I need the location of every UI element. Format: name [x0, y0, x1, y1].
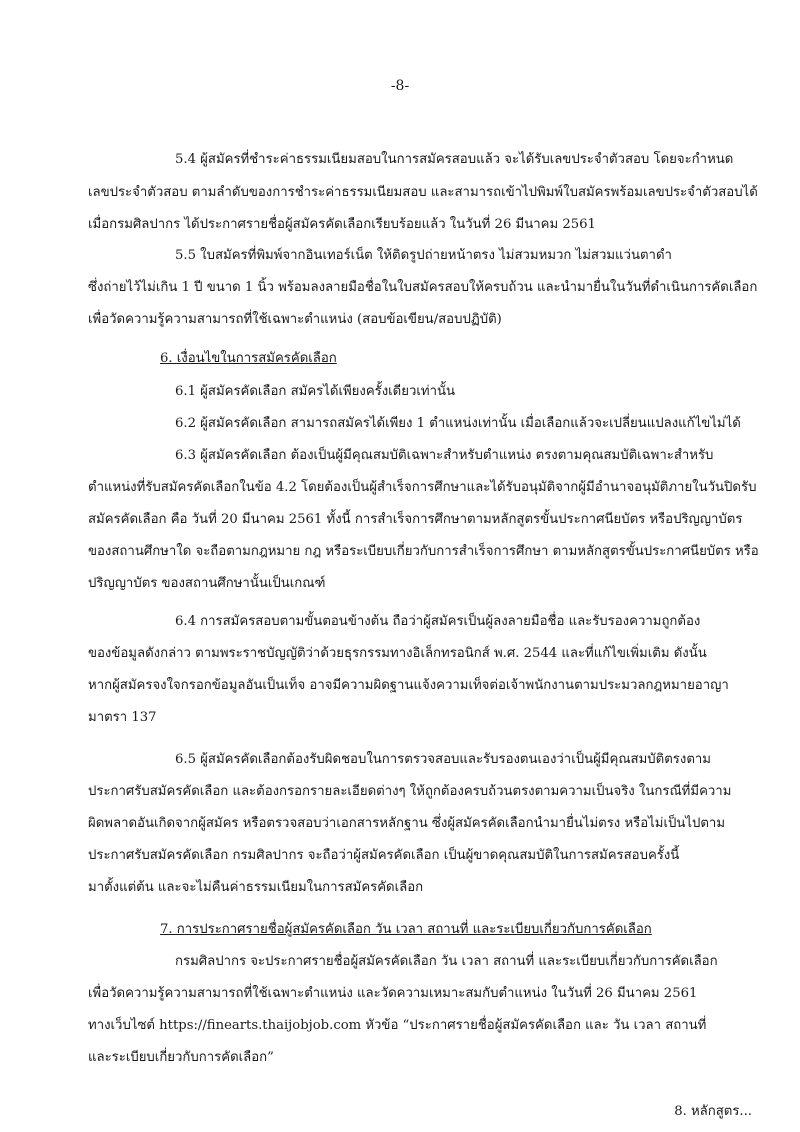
para-6-5-line: มาตั้งแต่ต้น และจะไม่คืนค่าธรรมเนียมในการสมัครคัดเลือก [88, 880, 424, 895]
para-6-1: 6.1 ผู้สมัครคัดเลือก สมัครได้เพียงครั้งเดียวเท่านั้น [175, 384, 456, 399]
para-5-5-line: เพื่อวัดความรู้ความสามารถที่ใช้เฉพาะตำแหน่ง (สอบข้อเขียน/สอบปฏิบัติ) [88, 312, 502, 327]
para-5-5-line: ซึ่งถ่ายไว้ไม่เกิน 1 ปี ขนาด 1 นิ้ว พร้อมลงลายมือชื่อในใบสมัครสอบให้ครบถ้วน และนำมายื่นในวันที่ดำเนินการคัดเลือก [88, 280, 758, 295]
para-6-4-line: ของข้อมูลดังกล่าว ตามพระราชบัญญัติว่าด้วยธุรกรรมทางอิเล็กทรอนิกส์ พ.ศ. 2544 และที่แก้ไขเพิ่มเติม ดังนั้น [88, 646, 707, 661]
para-6-3-line: ตำแหน่งที่รับสมัครคัดเลือกในข้อ 4.2 โดยต้องเป็นผู้สำเร็จการศึกษาและได้รับอนุมัติจากผู้มีอำนาจอนุมัติภายในวันปิดรับ [88, 480, 757, 495]
para-5-4-line: เลขประจำตัวสอบ ตามลำดับของการชำระค่าธรรมเนียมสอบ และสามารถเข้าไปพิมพ์ใบสมัครพร้อมเลขประจำตัวสอบได้ [88, 185, 758, 200]
para-7-line: กรมศิลปากร จะประกาศรายชื่อผู้สมัครคัดเลือก วัน เวลา สถานที่ และระเบียบเกี่ยวกับการคัดเลือก [175, 954, 718, 969]
para-6-5-line: ประกาศรับสมัครคัดเลือก และต้องกรอกรายละเอียดต่างๆ ให้ถูกต้องครบถ้วนตรงตามความเป็นจริง ในกรณีที่มีความ [88, 784, 732, 799]
next-page-reference: 8. หลักสูตร... [674, 1104, 752, 1119]
para-5-4-line: เมื่อกรมศิลปากร ได้ประกาศรายชื่อผู้สมัครคัดเลือกเรียบร้อยแล้ว ในวันที่ 26 มีนาคม 2561 [88, 217, 596, 232]
para-6-3-line: 6.3 ผู้สมัครคัดเลือก ต้องเป็นผู้มีคุณสมบัติเฉพาะสำหรับตำแหน่ง ตรงตามคุณสมบัติเฉพาะสำหรับ [175, 448, 714, 463]
section-7-heading: 7. การประกาศรายชื่อผู้สมัครคัดเลือก วัน เวลา สถานที่ และระเบียบเกี่ยวกับการคัดเลือก [160, 922, 652, 937]
para-6-5-line: 6.5 ผู้สมัครคัดเลือกต้องรับผิดชอบในการตรวจสอบและรับรองตนเองว่าเป็นผู้มีคุณสมบัติตรงตาม [175, 752, 711, 767]
para-6-4-line: มาตรา 137 [88, 710, 157, 725]
para-7-line: เพื่อวัดความรู้ความสามารถที่ใช้เฉพาะตำแหน่ง และวัดความเหมาะสมกับตำแหน่ง ในวันที่ 26 มีนาคม 2561 [88, 986, 698, 1001]
section-6-heading: 6. เงื่อนไขในการสมัครคัดเลือก [160, 351, 337, 366]
para-6-3-line: สมัครคัดเลือก คือ วันที่ 20 มีนาคม 2561 ทั้งนี้ การสำเร็จการศึกษาตามหลักสูตรขั้นประกาศนียบัตร หรือปริญญาบัตร [88, 512, 743, 527]
para-7-line: ทางเว็บไซต์ https://finearts.thaijobjob.com หัวข้อ “ประกาศรายชื่อผู้สมัครคัดเลือก และ วัน เวลา สถานที่ [88, 1018, 707, 1033]
para-6-5-line: ผิดพลาดอันเกิดจากผู้สมัคร หรือตรวจสอบว่าเอกสารหลักฐาน ซึ่งผู้สมัครคัดเลือกนำมายื่นไม่ตรง หรือไม่เป็นไปตาม [88, 816, 726, 831]
para-6-3-line: ของสถานศึกษาใด จะถือตามกฎหมาย กฎ หรือระเบียบเกี่ยวกับการสำเร็จการศึกษา ตามหลักสูตรขั้นประกาศนียบัตร หรือ [88, 544, 759, 559]
page-number: -8- [390, 78, 410, 94]
para-6-4-line: 6.4 การสมัครสอบตามขั้นตอนข้างต้น ถือว่าผู้สมัครเป็นผู้ลงลายมือชื่อ และรับรองความถูกต้อง [175, 614, 701, 629]
para-5-4-line: 5.4 ผู้สมัครที่ชำระค่าธรรมเนียมสอบในการสมัครสอบแล้ว จะได้รับเลขประจำตัวสอบ โดยจะกำหนด [175, 152, 734, 167]
para-7-line: และระเบียบเกี่ยวกับการคัดเลือก” [88, 1050, 274, 1065]
para-6-4-line: หากผู้สมัครจงใจกรอกข้อมูลอันเป็นเท็จ อาจมีความผิดฐานแจ้งความเท็จต่อเจ้าพนักงานตามประมวลกฎหมายอาญา [88, 678, 729, 693]
para-6-5-line: ประกาศรับสมัครคัดเลือก กรมศิลปากร จะถือว่าผู้สมัครคัดเลือก เป็นผู้ขาดคุณสมบัติในการสมัครสอบครั้งนี้ [88, 848, 680, 863]
para-6-3-line: ปริญญาบัตร ของสถานศึกษานั้นเป็นเกณฑ์ [88, 576, 326, 591]
para-6-2: 6.2 ผู้สมัครคัดเลือก สามารถสมัครได้เพียง 1 ตำแหน่งเท่านั้น เมื่อเลือกแล้วจะเปลี่ยนแปลงแก้ไขไม่ได้ [175, 416, 741, 431]
para-5-5-line: 5.5 ใบสมัครที่พิมพ์จากอินเทอร์เน็ต ให้ติดรูปถ่ายหน้าตรง ไม่สวมหมวก ไม่สวมแว่นตาดำ [175, 248, 672, 263]
